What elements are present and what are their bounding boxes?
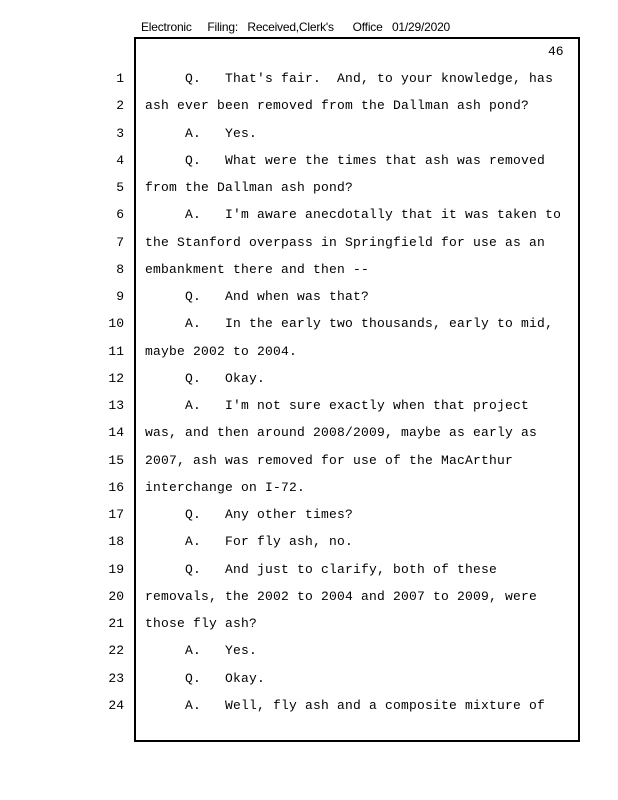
transcript-line [0,477,618,504]
line-text: A. Well, fly ash and a composite mixture of [145,697,546,713]
transcript-line [0,450,618,477]
line-text: from the Dallman ash pond? [145,180,354,195]
line-number: 12 [108,370,124,386]
line-text: Q. Okay. [145,370,266,386]
line-number: 17 [108,507,124,522]
line-number: 2 [116,98,124,114]
line-text: Q. Okay. [145,670,266,686]
transcript-line [0,313,618,340]
line-number: 22 [108,643,124,659]
line-number: 11 [108,343,124,359]
transcript-line [0,559,618,586]
line-text: A. Yes. [145,125,258,141]
line-number: 14 [108,425,124,441]
line-number: 7 [116,234,124,250]
line-number: 5 [116,180,124,195]
transcript-line [0,395,618,422]
line-text: removals, the 2002 to 2004 and 2007 to 2009, were [145,588,538,604]
line-text: A. In the early two thousands, early to mid, [145,316,554,332]
transcript-line [0,286,618,313]
transcript-line [0,341,618,368]
transcript-line [0,504,618,531]
line-text: embankment there and then -- [145,261,370,277]
line-text: A. I'm not sure exactly when that project [145,398,530,413]
transcript-line [0,586,618,613]
transcript-body [0,68,618,722]
line-number: 4 [116,152,124,168]
line-number: 24 [108,697,124,713]
transcript-line [0,695,618,722]
transcript-line [0,422,618,449]
transcript-line [0,204,618,231]
line-number: 6 [116,207,124,223]
line-text: Q. That's fair. And, to your knowledge, has [145,71,554,86]
transcript-line [0,95,618,122]
line-text: Q. And just to clarify, both of these [145,561,498,577]
line-number: 8 [116,261,124,277]
line-number: 9 [116,289,124,304]
transcript-line [0,640,618,667]
line-text: A. I'm aware anecdotally that it was taken to [145,207,562,223]
transcript-line [0,68,618,95]
filing-stamp-header: Electronic Filing: Received,Clerk's Office 01/29/2020 [141,20,451,34]
line-number: 16 [108,479,124,495]
line-number: 1 [116,71,124,86]
line-text: interchange on I-72. [145,479,306,495]
line-text: Q. And when was that? [145,289,370,304]
line-number: 15 [108,452,124,468]
transcript-line [0,668,618,695]
line-number: 20 [108,588,124,604]
transcript-line [0,368,618,395]
line-text: Q. What were the times that ash was removed [145,152,546,168]
transcript-line [0,531,618,558]
line-number: 23 [108,670,124,686]
line-text: Q. Any other times? [145,507,354,522]
line-text: was, and then around 2008/2009, maybe as early as [145,425,538,441]
line-text: those fly ash? [145,616,258,631]
line-text: A. Yes. [145,643,258,659]
line-number: 19 [108,561,124,577]
line-text: the Stanford overpass in Springfield for use as an [145,234,546,250]
transcript-line [0,613,618,640]
line-number: 3 [116,125,124,141]
line-number: 18 [108,534,124,550]
transcript-line [0,232,618,259]
line-text: ash ever been removed from the Dallman ash pond? [145,98,530,114]
line-text: maybe 2002 to 2004. [145,343,298,359]
line-text: A. For fly ash, no. [145,534,354,550]
transcript-line [0,123,618,150]
transcript-line [0,259,618,286]
transcript-line [0,150,618,177]
line-number: 13 [108,398,124,413]
transcript-line [0,177,618,204]
line-text: 2007, ash was removed for use of the MacArthur [145,452,514,468]
page-number: 46 [548,44,564,59]
line-number: 21 [108,616,124,631]
line-number: 10 [108,316,124,332]
